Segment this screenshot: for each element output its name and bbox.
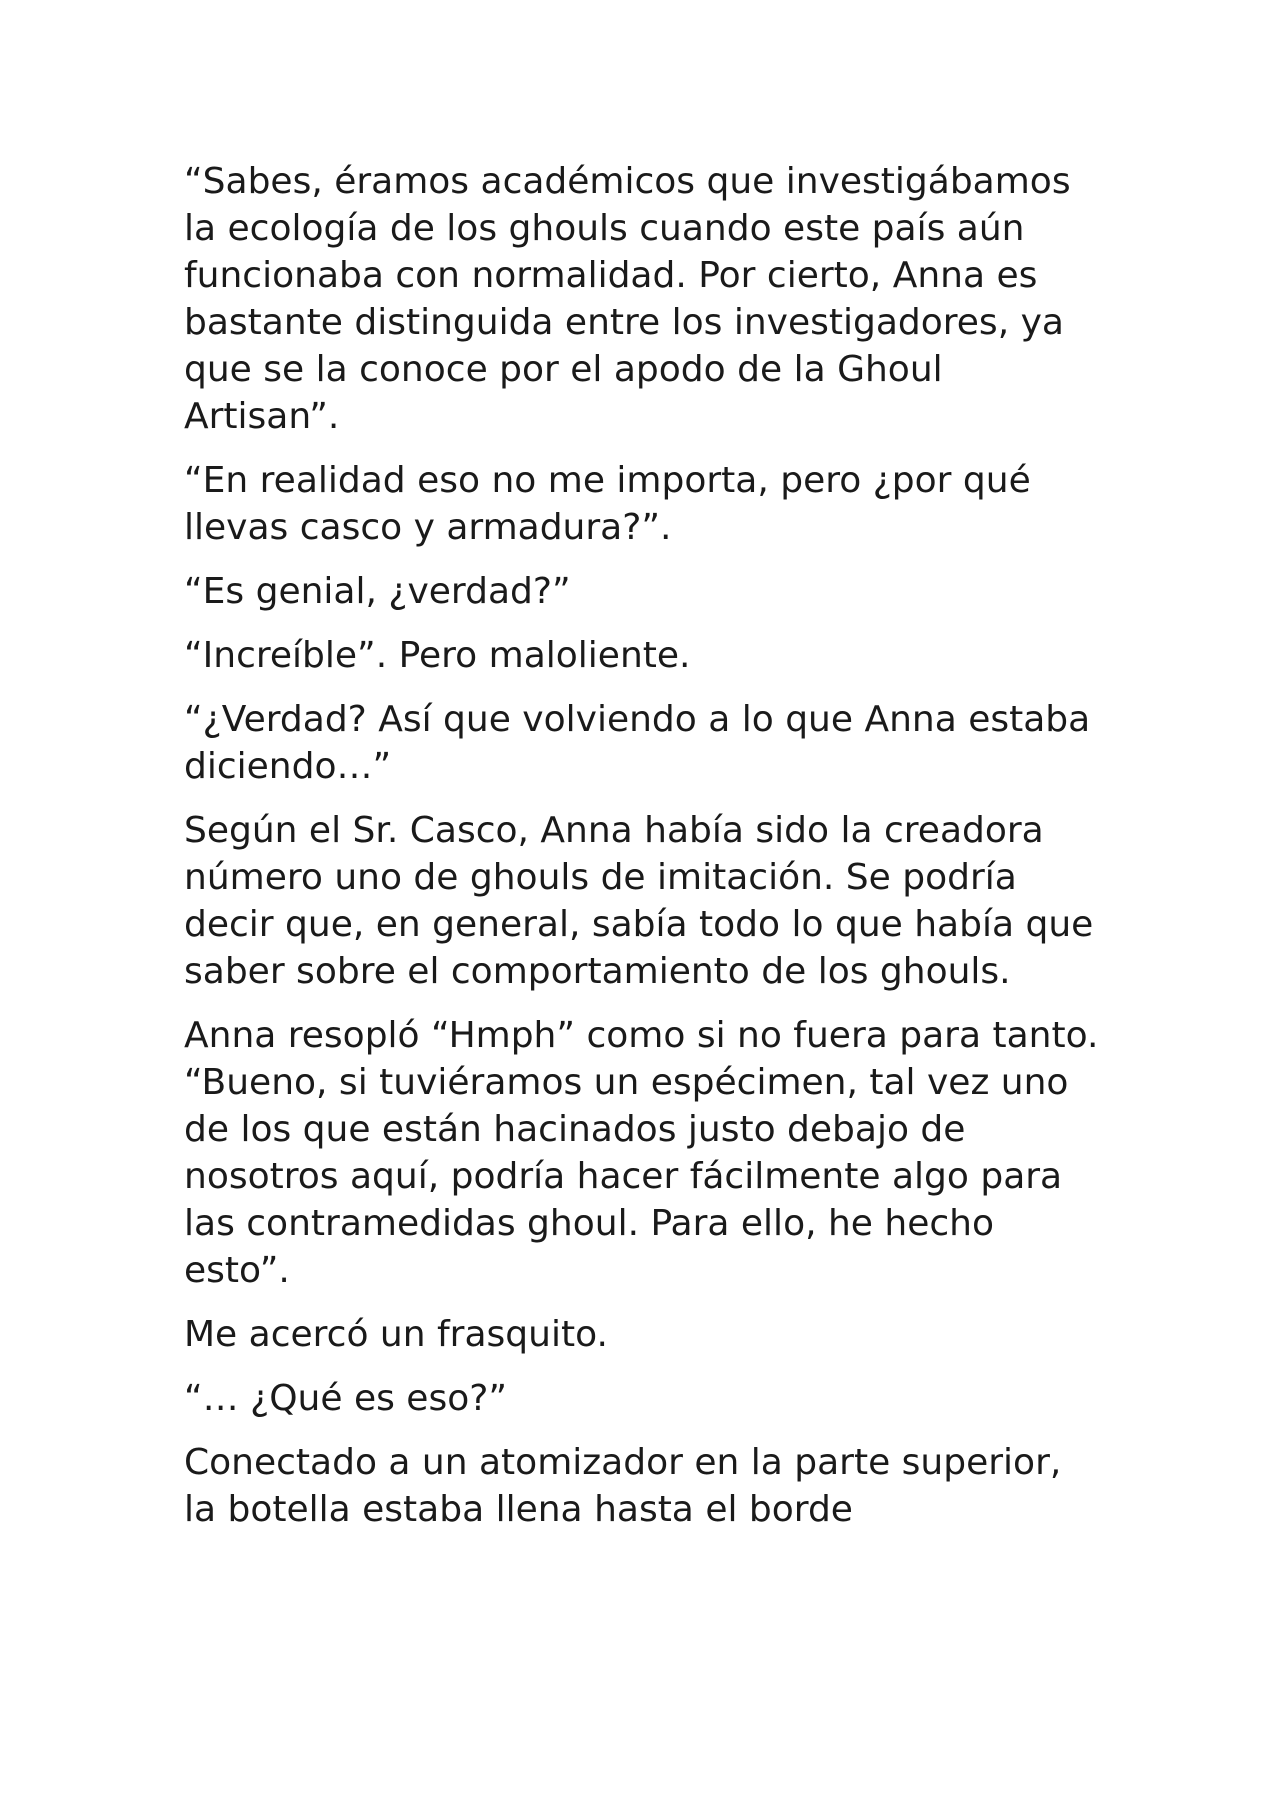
paragraph: Me acercó un frasquito. xyxy=(184,1314,608,1355)
paragraph: “¿Verdad? Así que volviendo a lo que Anna estaba diciendo…” xyxy=(184,699,1091,787)
paragraph: “Es genial, ¿verdad?” xyxy=(184,571,571,612)
paragraph: Según el Sr. Casco, Anna había sido la creadora número uno de ghouls de imitación. Se podría decir que, en general, sabía todo lo que había que saber sobre el comportamiento de los ghouls. xyxy=(184,810,1094,992)
paragraph: Conectado a un atomizador en la parte superior, la botella estaba llena hasta el borde xyxy=(184,1442,1062,1530)
paragraph: Anna resopló “Hmph” como si no fuera para tanto. “Bueno, si tuviéramos un espécimen, tal vez uno de los que están hacinados justo debajo de nosotros aquí, podría hacer fácilmente algo para las contramedidas ghoul. Para ello, he hecho esto”. xyxy=(184,1015,1099,1291)
paragraph: “Increíble”. Pero maloliente. xyxy=(184,635,691,676)
body-text xyxy=(184,158,1104,1550)
paragraph: “En realidad eso no me importa, pero ¿por qué llevas casco y armadura?”. xyxy=(184,460,1031,548)
paragraph: “Sabes, éramos académicos que investigábamos la ecología de los ghouls cuando este país aún funcionaba con normalidad. Por cierto, Anna es bastante distinguida entre los investigadores, ya que se la conoce por el apodo de la Ghoul Artisan”. xyxy=(184,161,1071,437)
paragraph: “… ¿Qué es eso?” xyxy=(184,1378,507,1419)
